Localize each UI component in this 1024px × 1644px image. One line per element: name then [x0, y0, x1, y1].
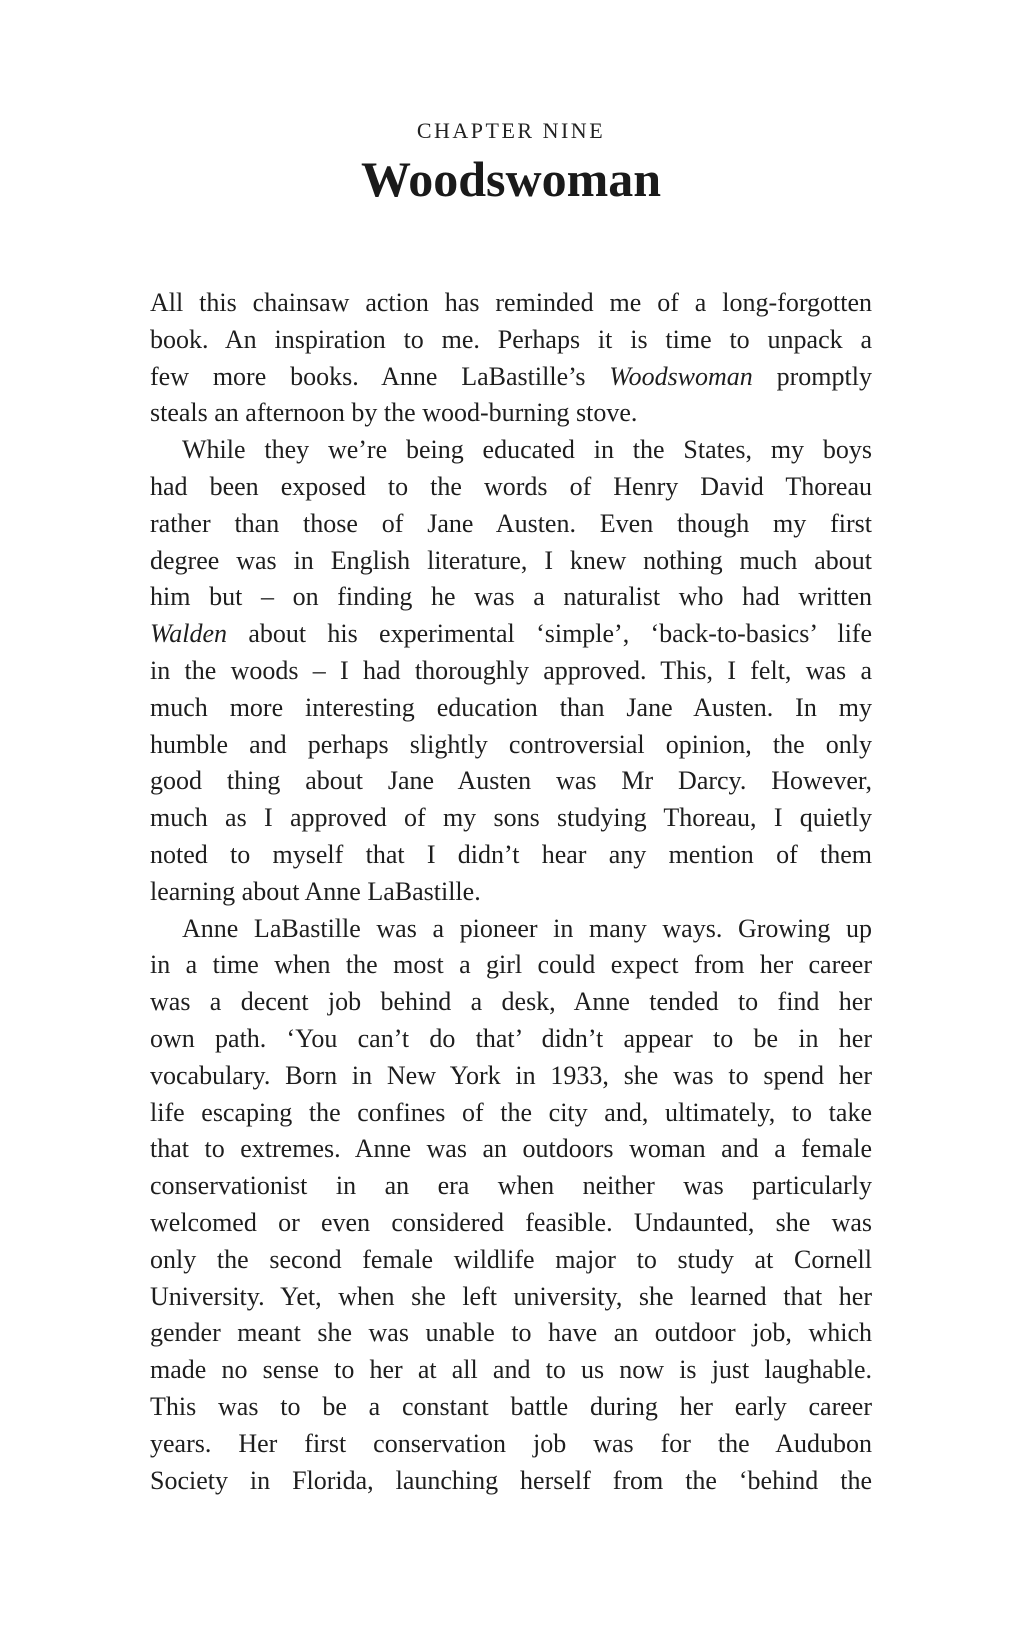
text-line — [150, 579, 872, 616]
text-segment: only the second female wildlife major to study at Cornell — [150, 1244, 872, 1274]
text-segment: Anne LaBastille was a pioneer in many ways. Growing up — [182, 913, 872, 943]
text-segment: him but – on finding he was a naturalist who had written — [150, 582, 872, 612]
book-title-italic: Walden — [150, 619, 228, 649]
text-segment: good thing about Jane Austen was Mr Darcy. However, — [150, 766, 872, 796]
text-line — [150, 1463, 872, 1500]
text-line — [150, 1168, 872, 1205]
text-line — [150, 469, 872, 506]
text-segment: All this chainsaw action has reminded me of a long-forgotten — [150, 288, 872, 317]
text-segment: University. Yet, when she left university, she learned that her — [150, 1281, 872, 1311]
text-line — [150, 432, 872, 469]
text-line — [150, 1242, 872, 1279]
text-segment: made no sense to her at all and to us now is just laughable. — [150, 1355, 872, 1385]
text-segment: had been exposed to the words of Henry David Thoreau — [150, 471, 872, 501]
text-line — [150, 506, 872, 543]
text-line — [150, 1095, 872, 1132]
text-line — [150, 1389, 872, 1426]
text-line — [150, 1315, 872, 1352]
text-segment: humble and perhaps slightly controversial opinion, the only — [150, 729, 872, 759]
text-segment: This was to be a constant battle during her early career — [150, 1391, 872, 1421]
text-segment: own path. ‘You can’t do that’ didn’t appear to be in her — [150, 1023, 872, 1053]
text-line — [150, 947, 872, 984]
text-segment: life escaping the confines of the city and, ultimately, to take — [150, 1097, 872, 1127]
text-segment: much more interesting education than Jane Austen. In my — [150, 692, 872, 722]
text-line — [150, 874, 872, 911]
text-line — [150, 1058, 872, 1095]
text-line — [150, 837, 872, 874]
chapter-label: CHAPTER NINE — [416, 118, 606, 143]
text-segment: promptly — [752, 361, 872, 391]
text-line — [150, 1131, 872, 1168]
text-line — [150, 911, 872, 948]
text-line — [150, 1352, 872, 1389]
text-segment: few more books. Anne LaBastille’s — [150, 361, 610, 391]
text-segment: years. Her first conservation job was for the Audubon — [150, 1428, 872, 1458]
text-line — [150, 543, 872, 580]
text-segment: vocabulary. Born in New York in 1933, she was to spend her — [150, 1060, 872, 1090]
text-line — [150, 1279, 872, 1316]
text-segment: welcomed or even considered feasible. Undaunted, she was — [150, 1207, 872, 1237]
text-line — [150, 690, 872, 727]
text-segment: degree was in English literature, I knew nothing much about — [150, 545, 872, 575]
text-segment: noted to myself that I didn’t hear any mention of them — [150, 839, 872, 869]
text-segment: about his experimental ‘simple’, ‘back-to-basics’ life — [227, 619, 872, 649]
text-line — [150, 1205, 872, 1242]
text-line — [150, 800, 872, 837]
text-segment: book. An inspiration to me. Perhaps it is time to unpack a — [150, 324, 872, 354]
book-title-italic: Woodswoman — [609, 361, 753, 391]
text-line — [150, 1426, 872, 1463]
text-segment: was a decent job behind a desk, Anne tended to find her — [150, 987, 872, 1017]
chapter-title: Woodswoman — [360, 151, 662, 207]
text-segment: steals an afternoon by the wood-burning stove. — [150, 398, 638, 428]
text-segment: much as I approved of my sons studying Thoreau, I quietly — [150, 803, 872, 833]
text-segment: gender meant she was unable to have an outdoor job, which — [150, 1318, 872, 1348]
text-segment: learning about Anne LaBastille. — [150, 876, 481, 906]
text-line — [150, 653, 872, 690]
text-line — [150, 359, 872, 396]
text-line — [150, 616, 872, 653]
text-line — [150, 1021, 872, 1058]
text-segment: While they we’re being educated in the States, my boys — [182, 435, 872, 465]
text-line — [150, 285, 872, 322]
text-line — [150, 322, 872, 359]
text-segment: in a time when the most a girl could expect from her career — [150, 950, 872, 980]
text-segment: rather than those of Jane Austen. Even though my first — [150, 508, 872, 538]
text-segment: Society in Florida, launching herself from the ‘behind the — [150, 1465, 872, 1495]
text-segment: conservationist in an era when neither was particularly — [150, 1171, 872, 1201]
body-text — [150, 285, 872, 1499]
text-segment: in the woods – I had thoroughly approved. This, I felt, was a — [150, 655, 872, 685]
text-line — [150, 727, 872, 764]
text-line — [150, 763, 872, 800]
text-segment: that to extremes. Anne was an outdoors woman and a female — [150, 1134, 872, 1164]
text-line — [150, 395, 872, 432]
text-line — [150, 984, 872, 1021]
